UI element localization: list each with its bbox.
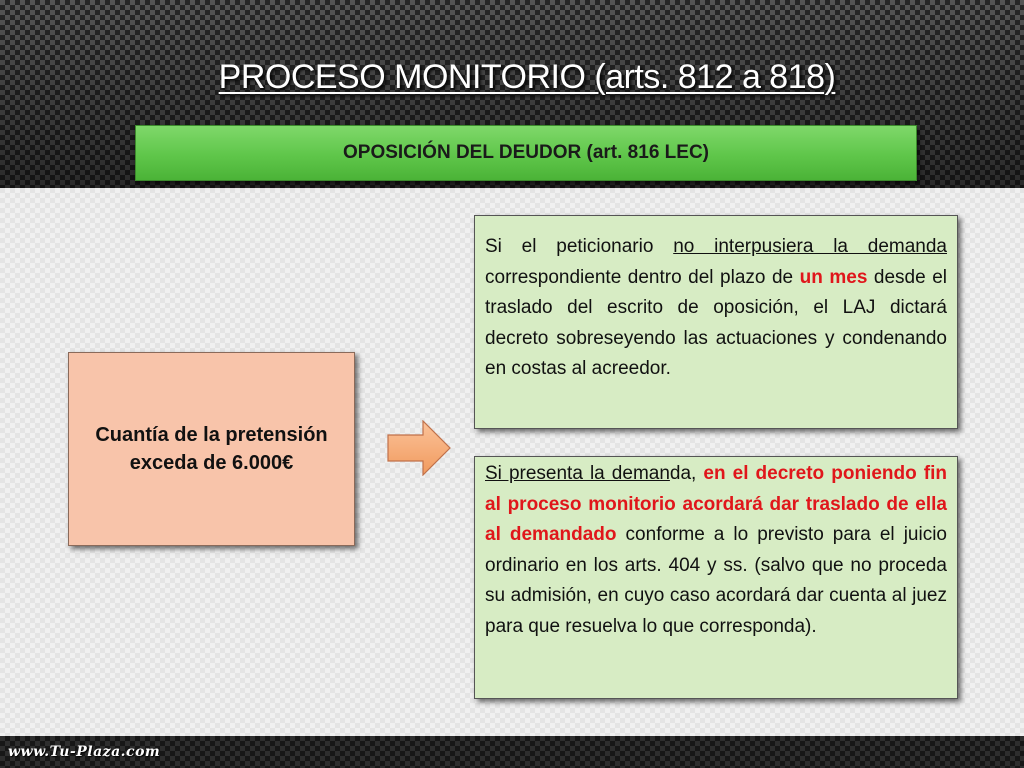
no-demand-box [474, 215, 958, 429]
condition-line-1: Cuantía de la pretensión [95, 424, 328, 446]
condition-box [68, 352, 355, 546]
subtitle-bar [135, 125, 917, 181]
condition-line-2: exceda de 6.000€ [129, 452, 294, 474]
no-demand-text-2: correspondiente dentro del plazo de [485, 266, 800, 288]
demand-filed-highlight: en el decreto poniendo fin al proceso monitorio acordará dar traslado de ella al demandado [485, 463, 947, 545]
subtitle-text: OPOSICIÓN DEL DEUDOR (art. 816 LEC) [343, 142, 709, 163]
right-arrow-icon [387, 420, 451, 476]
demand-filed-box [474, 456, 958, 699]
no-demand-deadline: un mes [799, 266, 868, 288]
site-watermark: www.Tu-Plaza.com [8, 744, 161, 760]
no-demand-text-3: desde el traslado del escrito de oposición, el LAJ dictará decreto sobreseyendo las actuaciones y condenando en costas al acreedor. [485, 266, 947, 379]
demand-filed-text-underlined: Si presenta la deman [485, 463, 670, 484]
demand-filed-text-2: conforme a lo previsto para el juicio ordinario en los arts. 404 y ss. (salvo que no proceda su admisión, en cuyo caso acordará dar cuenta al juez para que resuelva lo que corresponda). [485, 524, 947, 637]
slide-title: PROCESO MONITORIO (arts. 812 a 818) [218, 58, 836, 96]
no-demand-text-1: Si el peticionario [485, 236, 674, 257]
no-demand-text-underlined: no interpusiera la demanda [673, 236, 947, 257]
demand-filed-text-1: da, [669, 463, 704, 484]
